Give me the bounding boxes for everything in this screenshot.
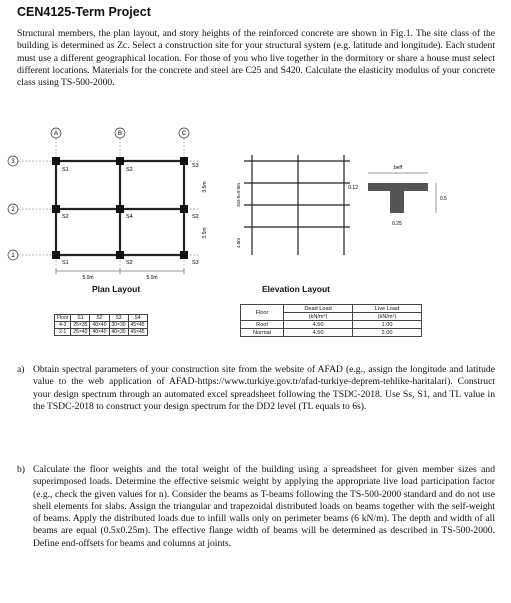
item-a [17,364,495,413]
figure-1 [0,125,511,295]
table-header: Live Load [353,305,422,313]
slab-labels [62,163,199,266]
axis-label-1: 1 [11,253,15,259]
t-beam-hf: 0.12 [348,185,358,191]
table-row [55,329,148,336]
item-b-text: Calculate the floor weights and the total weight of the building using a spreadsheet for given member sizes and superimposed loads. Determine the effective seismic weight by applying the appropriate live load participation factor (e.g., check the given values for n). Consider the beams as T-beams following the TS-500-2000 standard and do not use shell elements for slabs. Assign the triangular and trapezoidal distributed loads on beams together with the self-weight of beams. Apply the distributed loads due to infill walls only on perimeter beams (6 kN/m). The depth and width of all beams are equal (0.5x0.25m). The effective flange width of beams will be determined as described in TS-500-2000. Define end-offsets for beams and columns at joints. [33,464,495,549]
table-cell: 45×45 [128,322,147,329]
table-cell: Normal [241,329,284,337]
elevation-dim-ground: 4.0m [236,237,241,249]
table-header: Floor [55,315,71,322]
item-a-label: a) [17,364,25,375]
t-beam-h: 0.5 [440,196,447,202]
axis-label-c: C [181,131,187,137]
table-cell: 25×35 [71,322,90,329]
table-cell: 4.50 [284,321,353,329]
table-row [55,322,148,329]
slab-s2-mid: S2 [62,214,69,220]
table-cell: 45×45 [128,329,147,336]
table-cell: 40×40 [90,329,109,336]
item-a-text: Obtain spectral parameters of your construction site from the website of AFAD (e.g., assign the longitude and latitude value to the web application of AFAD-https://www.turkiye.gov.tr/afad-turkiye-deprem-tehlike-haritalari). Construct your design spectrum through an automated excel spreadsheet following the TSDC-2018. Use Ss, S1, and TL value in the TSDC-2018 to construct your design spectrum for the DD2 level (TL equals to 6s). [33,364,495,412]
axis-label-3: 3 [11,159,15,165]
table-header: S3 [109,315,128,322]
slab-s1-bottom: S1 [62,260,69,266]
table-cell: 40×40 [90,322,109,329]
axis-label-b: B [117,131,123,137]
slab-s2-right-mid: S2 [192,214,199,220]
slab-s4-mid: S4 [126,214,133,220]
slab-s2-bottom: S2 [126,260,133,266]
plan-axis-letters [51,128,189,138]
table-header: (kN/m²) [353,313,422,321]
table-header: (kN/m²) [284,313,353,321]
slab-s2-top: S2 [126,167,133,173]
table-cell: 4-3 [55,322,71,329]
load-table [240,304,422,337]
table-header: S4 [128,315,147,322]
table-header: Dead Load [284,305,353,313]
t-beam-section [348,165,447,227]
t-beam-bw: 0.25 [392,221,402,227]
slab-s1-top: S1 [62,167,69,173]
table-cell: 25×40 [71,329,90,336]
table-cell: 30×30 [109,322,128,329]
axis-label-a: A [53,131,59,137]
plan-span-dims [56,268,184,274]
table-cell: Roof [241,321,284,329]
table-cell: 2-1 [55,329,71,336]
table-row [241,321,422,329]
elevation-dim-upper: 3x3.0=9.0m [236,183,241,207]
plan-height-bottom: 3.5m [202,227,208,239]
axis-label-2: 2 [11,207,15,213]
plan-caption: Plan Layout [92,284,141,294]
table-header: S1 [71,315,90,322]
table-cell: 1.00 [353,321,422,329]
plan-height-top: 3.5m [202,181,208,193]
elevation-frame [244,155,350,255]
slab-s3-right-top: S3 [192,163,199,169]
item-b-label: b) [17,464,25,475]
elevation-caption: Elevation Layout [262,284,331,294]
page-title: CEN4125-Term Project [17,5,151,19]
t-beam-beff: beff [393,165,403,171]
floor-size-table [54,314,148,336]
plan-axis-numbers [8,156,18,260]
intro-paragraph: Structural members, the plan layout, and story heights of the reinforced concrete are shown in Fig.1. The site class of the building is determined as Zc. Select a construction site for your structural system (e.g. latitude and longitude). Each student must use a different geographical location. For those of you who live together in the dormitory or share a house must select different locations. Materials for the concrete and steel are C25 and S420. Calculate the elasticity modulus of your concrete class using TS-500-2000. [17,28,495,89]
table-header: Floor [241,305,284,321]
table-row [241,329,422,337]
table-cell: 4.50 [284,329,353,337]
item-b [17,464,495,550]
slab-s3-right-bottom: S3 [192,260,199,266]
table-cell: 2.00 [353,329,422,337]
span-bc: 5.0m [146,275,158,281]
table-cell: 40×30 [109,329,128,336]
table-header: S2 [90,315,109,322]
span-ab: 5.0m [82,275,94,281]
